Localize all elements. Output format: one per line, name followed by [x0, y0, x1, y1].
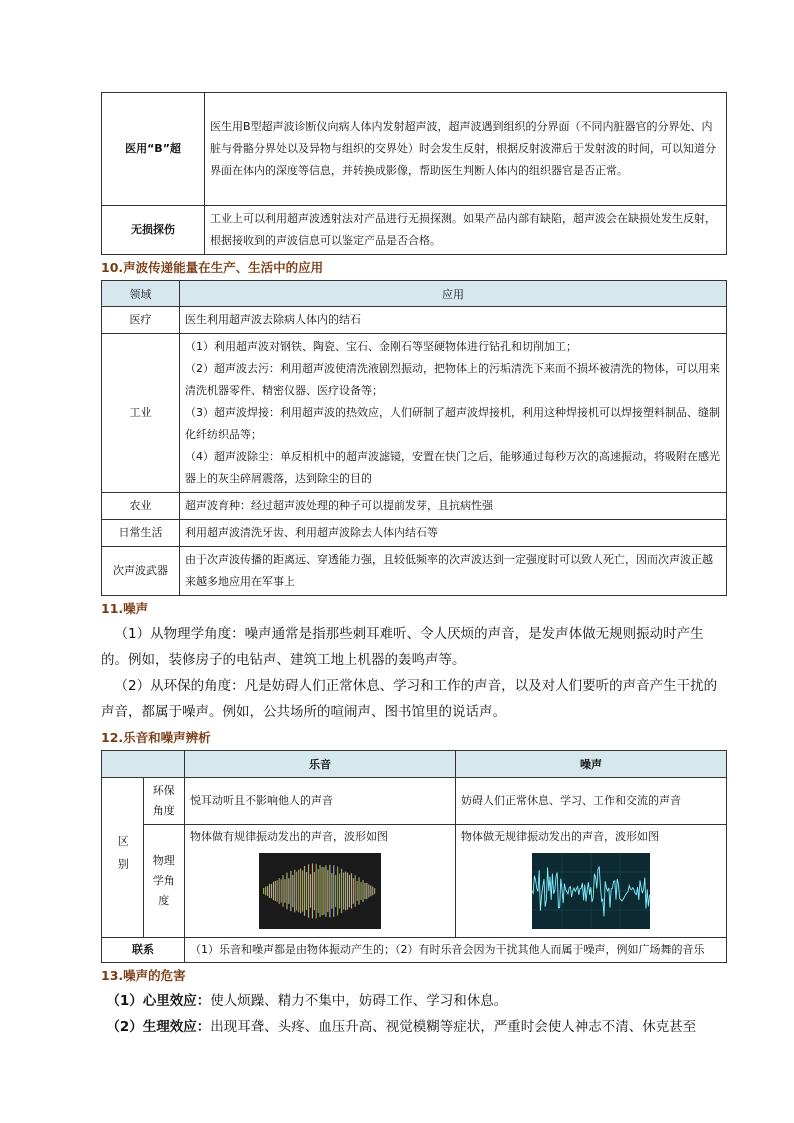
document-page — [101, 92, 727, 1040]
cell-noise — [456, 825, 727, 938]
noise-waveform-image — [532, 853, 650, 929]
paragraph: （2）从环保的角度：凡是妨碍人们正常休息、学习和工作的声音，以及对人们要听的声音产生干扰的声音，都属于噪声。例如，公共场所的喧闹声、图书馆里的说话声。 — [101, 678, 718, 720]
list-item: （2）超声波去污：利用超声波使清洗液剧烈振动，把物体上的污垢清洗下来而不损坏被清洗的物体，可以用来清洗机器零件、精密仪器、医疗设备等； — [185, 362, 720, 397]
paragraph: （1）从物理学角度：噪声通常是指那些刺耳难听、令人厌烦的声音，是发声体做无规则振动时产生的。例如，装修房子的电钻声、建筑工地上机器的轰鸣声等。 — [101, 626, 704, 668]
section-title: 10.声波传递能量在生产、生活中的应用 — [101, 260, 324, 275]
table-row — [102, 547, 727, 596]
paragraph-text: 出现耳聋、头疼、血压升高、视觉模糊等症状，严重时会使人神志不清、休克甚至 — [210, 1019, 697, 1035]
ultrasound-info-table — [101, 92, 727, 255]
paragraph-label: （2）生理效应： — [106, 1019, 211, 1035]
row-key: 医用“B”超 — [102, 93, 205, 206]
table-row — [102, 206, 727, 255]
table-row — [102, 825, 727, 938]
header-empty — [102, 751, 185, 778]
list-item: （3）超声波焊接：利用超声波的热效应，人们研制了超声波焊接机，利用这种焊接机可以焊接塑料制品、缝制化纤纺织品等； — [185, 406, 720, 441]
cell-text: 物体做有规律振动发出的声音，波形如图 — [190, 830, 388, 843]
header-field: 领域 — [102, 281, 180, 307]
table-row — [102, 778, 727, 825]
row-value-list — [180, 334, 727, 493]
section-title: 13.噪声的危害 — [101, 968, 186, 983]
group-label: 区别 — [102, 778, 144, 938]
row-label: 物理学角度 — [143, 825, 185, 938]
row-label: 环保角度 — [143, 778, 185, 825]
list-item: （1）利用超声波对钢铁、陶瓷、宝石、金刚石等坚硬物体进行钻孔和切削加工； — [185, 340, 577, 353]
music-waveform-image — [259, 853, 381, 929]
cell-text: 物体做无规律振动发出的声音，波形如图 — [461, 830, 659, 843]
section-title: 12.乐音和噪声辨析 — [101, 730, 211, 745]
paragraph — [101, 988, 727, 1014]
cell-noise: 妨碍人们正常休息、学习、工作和交流的声音 — [456, 778, 727, 825]
table-row — [102, 93, 727, 206]
header-noise: 噪声 — [456, 751, 727, 778]
row-key: 农业 — [102, 493, 180, 520]
row-value: 医生用B型超声波诊断仪向病人体内发射超声波，超声波遇到组织的分界面（不同内脏器官的分界处、内脏与骨骼分界处以及异物与组织的交界处）时会发生反射，根据反射波滞后于发射波的时间，可以知道分界面在体内的深度等信息，并转换成影像，帮助医生判断人体内的组织器官是否正常。 — [205, 93, 727, 206]
row-value: 由于次声波传播的距离远、穿透能力强，且较低频率的次声波达到一定强度时可以致人死亡，因而次声波正越来越多地应用在军事上 — [180, 547, 727, 596]
table-row — [102, 307, 727, 334]
row-value: 超声波育种：经过超声波处理的种子可以提前发芽，且抗病性强 — [180, 493, 727, 520]
row-value: 医生利用超声波去除病人体内的结石 — [180, 307, 727, 334]
row-value: 工业上可以利用超声波透射法对产品进行无损探测。如果产品内部有缺陷，超声波会在缺损处发生反射，根据接收到的声波信息可以鉴定产品是否合格。 — [205, 206, 727, 255]
cell-link: （1）乐音和噪声都是由物体振动产生的；（2）有时乐音会因为干扰其他人而属于噪声，例如广场舞的音乐 — [185, 938, 727, 963]
cell-music — [185, 825, 456, 938]
list-item: （4）超声波除尘：单反相机中的超声波滤镜，安置在快门之后，能够通过每秒万次的高速振动，将吸附在感光器上的灰尘碎屑震落，达到除尘的目的 — [185, 450, 720, 485]
paragraph — [101, 1014, 727, 1040]
energy-application-table — [101, 280, 727, 596]
row-value: 利用超声波清洗牙齿、利用超声波除去人体内结石等 — [180, 520, 727, 547]
row-key: 工业 — [102, 334, 180, 493]
row-key: 次声波武器 — [102, 547, 180, 596]
music-noise-table — [101, 750, 727, 963]
paragraph-label: （1）心里效应： — [106, 993, 211, 1009]
row-key: 医疗 — [102, 307, 180, 334]
table-row — [102, 520, 727, 547]
row-label: 联系 — [102, 938, 185, 963]
header-music: 乐音 — [185, 751, 456, 778]
paragraph-text: 使人烦躁、精力不集中，妨碍工作、学习和休息。 — [210, 993, 508, 1009]
header-application: 应用 — [180, 281, 727, 307]
table-row — [102, 493, 727, 520]
table-row — [102, 334, 727, 493]
row-key: 无损探伤 — [102, 206, 205, 255]
cell-music: 悦耳动听且不影响他人的声音 — [185, 778, 456, 825]
row-key: 日常生活 — [102, 520, 180, 547]
section-title: 11.噪声 — [101, 601, 149, 616]
table-row — [102, 938, 727, 963]
table-header-row — [102, 751, 727, 778]
table-header-row — [102, 281, 727, 307]
